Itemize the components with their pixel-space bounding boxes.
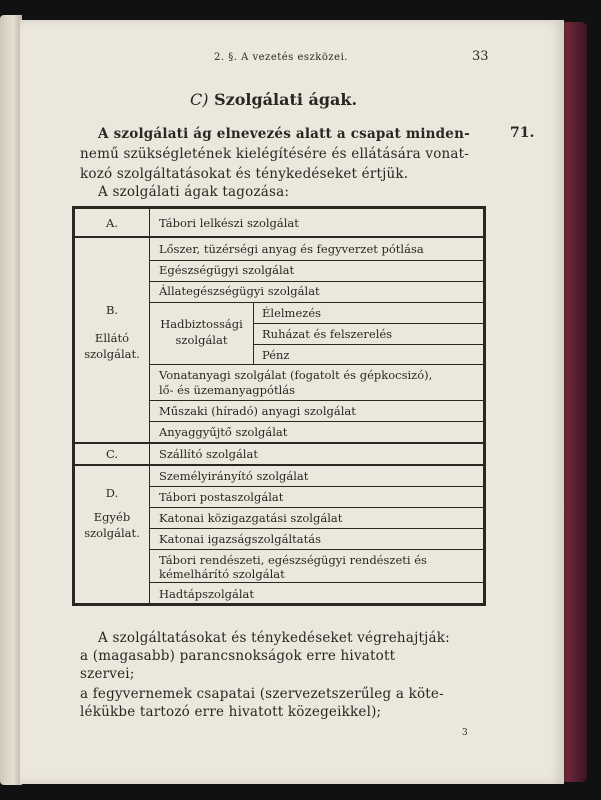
section-title-text: Szolgálati ágak. bbox=[214, 90, 358, 109]
group-label-d-line3: szolgálat. bbox=[84, 526, 140, 540]
service-muszaki: Műszaki (híradó) anyagi szolgálat bbox=[159, 404, 356, 418]
service-tabori-posta: Tábori postaszolgálat bbox=[159, 490, 284, 504]
service-kozigazgatasi: Katonai közigazgatási szolgálat bbox=[159, 511, 343, 525]
closing-line-2: a (magasabb) parancsnokságok erre hivatott bbox=[80, 648, 396, 664]
subservice-penz: Pénz bbox=[262, 348, 290, 362]
service-tabori-lelkeszi: Tábori lelkészi szolgálat bbox=[159, 216, 299, 230]
signature-mark: 3 bbox=[462, 728, 468, 738]
group-label-b-line2: Ellátó bbox=[94, 331, 130, 345]
section-title bbox=[190, 90, 357, 109]
running-header: 2. §. A vezetés eszközei. bbox=[214, 52, 348, 63]
group-label-d: D. bbox=[105, 486, 119, 500]
group-label-c: C. bbox=[105, 447, 119, 461]
group-label-b: B. bbox=[105, 303, 119, 317]
service-allategeszsegugyi: Állategészségügyi szolgálat bbox=[159, 284, 320, 298]
service-hadbiztossagi-line1: Hadbiztossági bbox=[160, 317, 243, 331]
service-vonatanyagi-line1: Vonatanyagi szolgálat (fogatolt és gépkocsizó), bbox=[159, 368, 433, 382]
left-page-edge bbox=[0, 15, 22, 785]
intro-line-1: A szolgálati ág elnevezés alatt a csapat minden- bbox=[98, 126, 470, 142]
subservice-ruhazat: Ruházat és felszerelés bbox=[262, 327, 393, 341]
closing-line-4: a fegyvernemek csapatai (szervezetszerűleg a köte- bbox=[80, 686, 444, 702]
closing-line-1: A szolgáltatásokat és ténykedéseket végrehajtják: bbox=[98, 630, 450, 646]
service-loszer: Lőszer, tüzérségi anyag és fegyverzet pótlása bbox=[159, 242, 424, 256]
group-label-d-line2: Egyéb bbox=[93, 510, 131, 524]
page-number: 33 bbox=[472, 49, 489, 64]
closing-line-3: szervei; bbox=[80, 666, 135, 682]
group-label-a: A. bbox=[106, 216, 118, 230]
intro-line-3: kozó szolgáltatásokat és ténykedéseket értjük. bbox=[80, 166, 409, 182]
service-vonatanyagi-line2: lő- és üzemanyagpótlás bbox=[159, 383, 296, 397]
service-rendeszeti-line1: Tábori rendészeti, egészségügyi rendészeti és bbox=[159, 553, 427, 567]
group-label-b-line3: szolgálat. bbox=[84, 347, 140, 361]
service-igazsagszolgaltatas: Katonai igazságszolgáltatás bbox=[159, 532, 321, 546]
service-hadbiztossagi-line2: szolgálat bbox=[175, 333, 228, 347]
service-hadtap: Hadtápszolgálat bbox=[159, 587, 255, 601]
service-egeszsegugyi: Egészségügyi szolgálat bbox=[159, 263, 295, 277]
closing-line-5: lékükbe tartozó erre hivatott közegeikkel); bbox=[80, 704, 382, 720]
subservice-elelmezes: Élelmezés bbox=[262, 306, 322, 320]
intro-line-4: A szolgálati ágak tagozása: bbox=[98, 184, 290, 200]
service-rendeszeti-line2: kémelhárító szolgálat bbox=[159, 567, 285, 581]
intro-line-2: nemű szükségletének kielégítésére és ellátására vonat- bbox=[80, 146, 470, 162]
service-anyaggyujto: Anyaggyűjtő szolgálat bbox=[159, 425, 288, 439]
section-letter: C) bbox=[190, 90, 209, 109]
margin-paragraph-number: 71. bbox=[510, 125, 535, 141]
service-szallito: Szállító szolgálat bbox=[159, 447, 258, 461]
services-table bbox=[72, 206, 486, 606]
service-szemelyiranyito: Személyirányító szolgálat bbox=[159, 469, 309, 483]
